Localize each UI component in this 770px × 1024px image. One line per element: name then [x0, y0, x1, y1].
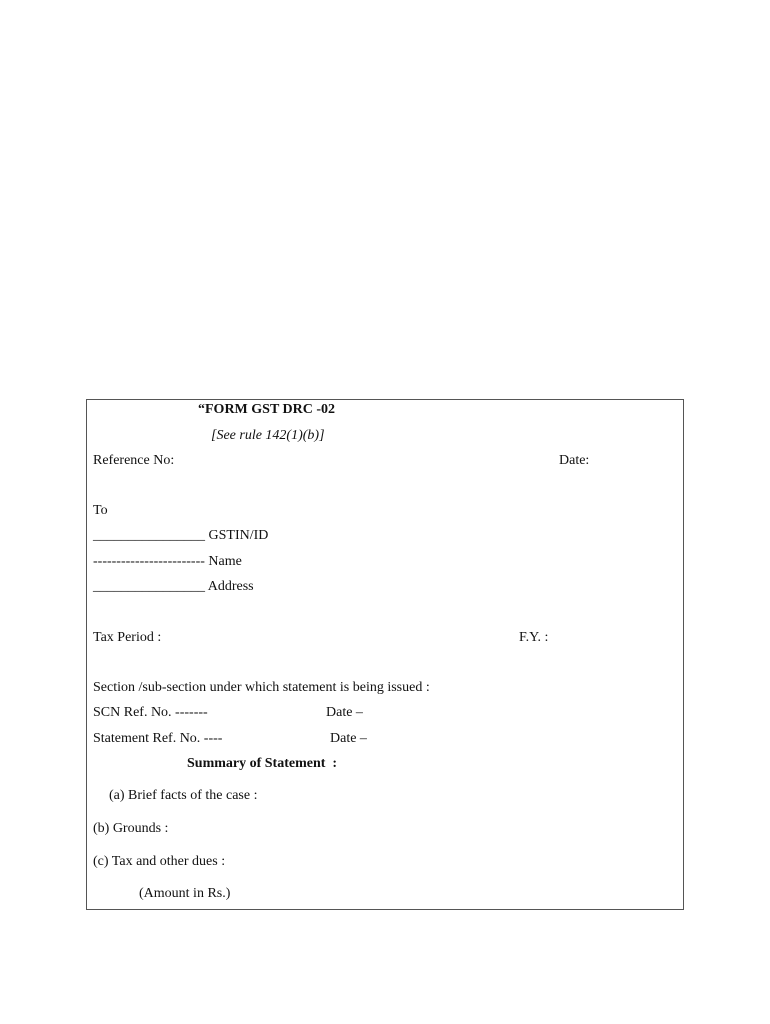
name-line: ------------------------ Name [93, 554, 242, 569]
to-label: To [93, 503, 108, 518]
brief-facts-label: (a) Brief facts of the case : [109, 788, 258, 803]
statement-date-label: Date – [330, 731, 367, 746]
grounds-label: (b) Grounds : [93, 821, 169, 836]
tax-period-label: Tax Period : [93, 630, 162, 645]
statement-ref-label: Statement Ref. No. ---- [93, 731, 223, 746]
form-container [86, 399, 684, 910]
date-label: Date: [559, 453, 590, 468]
section-label: Section /sub-section under which statement is being issued : [93, 680, 430, 695]
address-line: ________________ Address [93, 579, 254, 594]
amount-note: (Amount in Rs.) [139, 886, 231, 901]
reference-no-label: Reference No: [93, 453, 175, 468]
summary-heading: Summary of Statement : [187, 756, 338, 771]
rule-reference: [See rule 142(1)(b)] [211, 428, 325, 443]
fy-label: F.Y. : [519, 630, 549, 645]
gstin-line: ________________ GSTIN/ID [93, 528, 269, 543]
scn-date-label: Date – [326, 705, 363, 720]
scn-ref-label: SCN Ref. No. ------- [93, 705, 208, 720]
form-title: “FORM GST DRC -02 [198, 402, 336, 417]
tax-dues-label: (c) Tax and other dues : [93, 854, 226, 869]
